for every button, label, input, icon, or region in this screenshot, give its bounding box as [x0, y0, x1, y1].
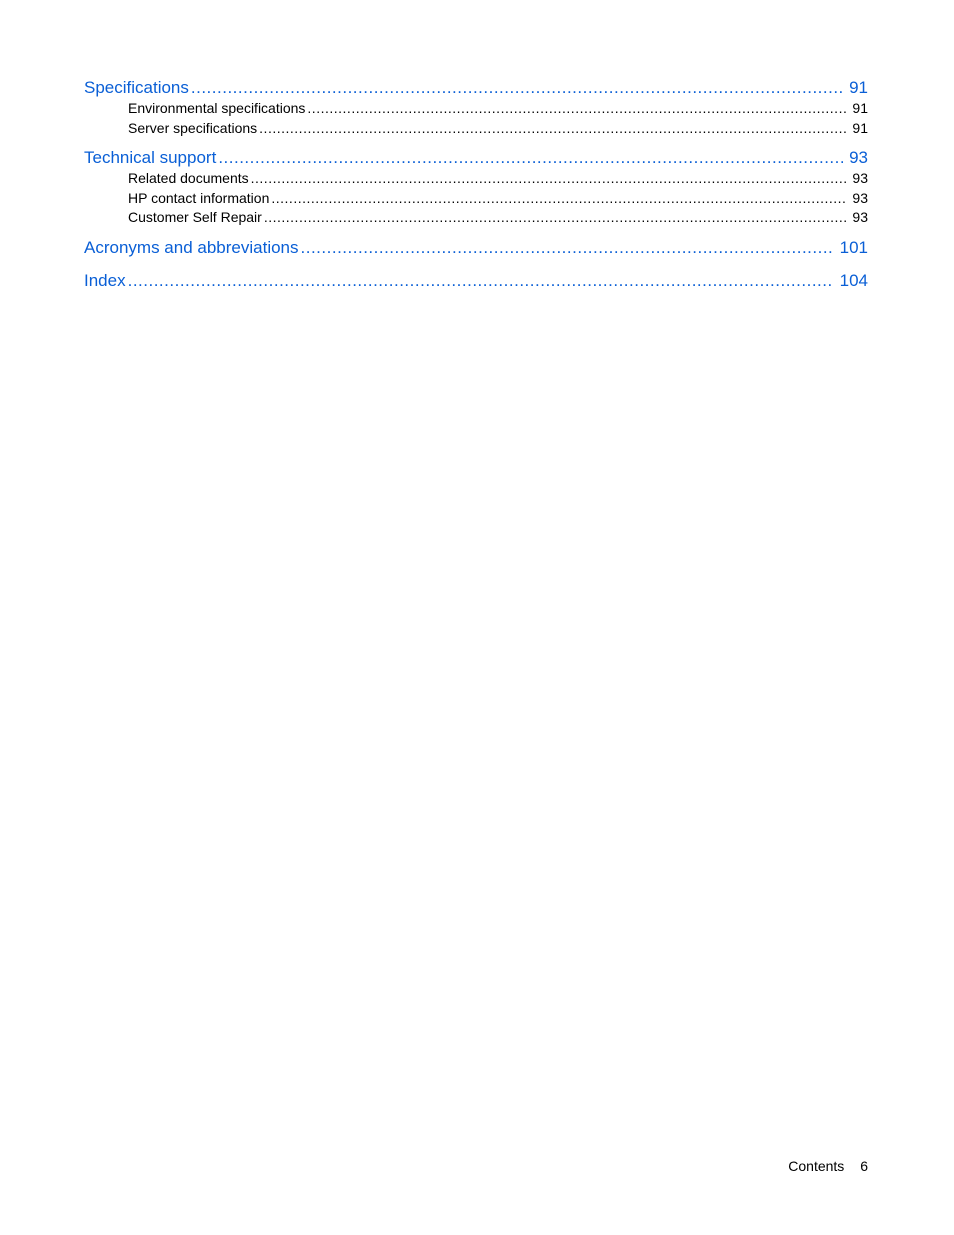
- toc-entry-title: Specifications: [84, 78, 189, 97]
- toc-entry-title: Server specifications: [128, 119, 258, 136]
- toc-dot-leader: [218, 146, 843, 169]
- toc-entry-title: Customer Self Repair: [128, 209, 262, 225]
- toc-entry-related-documents[interactable]: [84, 169, 868, 189]
- toc-entry-title: HP contact information: [128, 189, 270, 206]
- toc-entry-specifications[interactable]: [84, 76, 868, 99]
- toc-section-technical-support: [84, 146, 868, 228]
- toc-dot-leader: [264, 208, 847, 228]
- toc-entry-hp-contact-information[interactable]: [84, 189, 868, 209]
- toc-dot-leader: [301, 236, 834, 259]
- toc-dot-leader: [259, 119, 846, 139]
- toc-entry-page: 93: [852, 170, 868, 186]
- toc-dot-leader: [251, 169, 847, 189]
- toc-entry-index[interactable]: [84, 269, 868, 292]
- toc-entry-page: 91: [852, 119, 868, 136]
- table-of-contents: [84, 76, 868, 300]
- toc-section-index: [84, 269, 868, 292]
- toc-entry-title: Acronyms and abbreviations: [84, 237, 299, 257]
- toc-entry-page: 93: [852, 209, 868, 225]
- toc-entry-page: 93: [852, 189, 868, 206]
- toc-entry-page: 91: [849, 78, 868, 97]
- toc-entry-title: Related documents: [128, 170, 249, 186]
- toc-dot-leader: [128, 269, 834, 292]
- toc-section-acronyms: [84, 236, 868, 259]
- toc-entry-customer-self-repair[interactable]: [84, 208, 868, 228]
- toc-entry-environmental-specifications[interactable]: [84, 99, 868, 119]
- toc-dot-leader: [271, 189, 846, 209]
- toc-dot-leader: [307, 99, 846, 119]
- toc-entry-page: 101: [839, 237, 868, 257]
- toc-entry-title: Index: [84, 270, 126, 290]
- toc-entry-page: 93: [849, 148, 868, 167]
- footer-page-number: 6: [860, 1158, 868, 1174]
- toc-entry-page: 91: [852, 100, 868, 116]
- toc-entry-title: Environmental specifications: [128, 100, 306, 116]
- page-footer: [788, 1158, 868, 1174]
- footer-label: Contents: [788, 1158, 845, 1174]
- toc-entry-acronyms-and-abbreviations[interactable]: [84, 236, 868, 259]
- toc-dot-leader: [191, 76, 843, 99]
- toc-entry-page: 104: [839, 270, 868, 290]
- toc-entry-technical-support[interactable]: [84, 146, 868, 169]
- toc-entry-title: Technical support: [84, 148, 217, 167]
- toc-entry-server-specifications[interactable]: [84, 119, 868, 139]
- toc-section-specifications: [84, 76, 868, 138]
